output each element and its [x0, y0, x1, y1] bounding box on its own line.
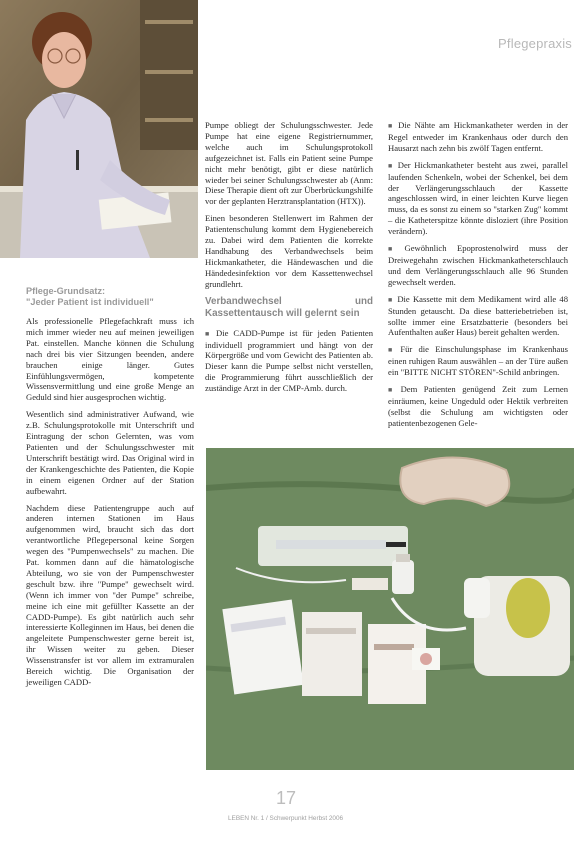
- bullet-text: Die CADD-Pumpe ist für jeden Patienten individuell programmiert und hängt von der Körpergröße und vom Gewicht des Patienten ab. Dieser kann die Pumpe selbst nicht verstellen, die Programmierung führt ausschließlich der zuständige Arzt in der CMP-Amb. durch.: [205, 327, 373, 394]
- bullet-text: Die Nähte am Hickmankatheter werden in der Regel entweder im Krankenhaus oder durch den Hausarzt nach zehn bis zwölf Tagen entfernt.: [388, 120, 568, 153]
- bullet-item: [388, 294, 568, 339]
- infusion-supplies-photo: [206, 448, 574, 770]
- square-bullet-icon: ■: [388, 245, 401, 254]
- middle-column: [205, 120, 373, 400]
- heading-line-1: Pflege-Grundsatz:: [26, 286, 106, 296]
- portrait-illustration: [0, 0, 198, 258]
- bullet-item: [388, 120, 568, 154]
- square-bullet-icon: ■: [388, 122, 395, 130]
- publication-footer: LEBEN Nr. 1 / Schwerpunkt Herbst 2006: [228, 815, 344, 822]
- middle-heading: Verbandwechsel und Kassettentausch will gelernt sein: [205, 295, 373, 319]
- bullet-item: [388, 243, 568, 288]
- paragraph: Pumpe obliegt der Schulungsschwester. Jede Pumpe hat eine eigene Registriernummer, welche auch im Schulungsprotokoll aufgezeichnet ist. Falls ein Patient seine Pumpe nicht mehr benötigt, gibt er diese natürlich wieder bei seiner Schulungsschwester ab (Anm: Diese Therapie dient oft zur Überbrückungshilfe vor der geplanten Herztransplantation (HTX)).: [205, 120, 373, 207]
- paragraph: Wesentlich sind administrativer Aufwand, wie z.B. Schulungsprotokolle mit Unterschrift und Eintragung der schon Gelernten, was vom Patienten und der Schulungsschwester mit Unterschrift bestätigt wird. Das Original wird in der Krankengeschichte des Patienten, die Kopie in einem eigenen Ordner auf der Station aufbewahrt.: [26, 409, 194, 496]
- left-heading: [26, 286, 194, 308]
- square-bullet-icon: ■: [388, 386, 397, 395]
- bullet-text: Dem Patienten genügend Zeit zum Lernen einräumen, keine Ungeduld oder Hektik verbreiten (selbst die Schulung am wichtigsten oder patientenbezogenen Gele-: [388, 384, 568, 428]
- page-number: 17: [276, 788, 297, 808]
- square-bullet-icon: ■: [205, 329, 213, 338]
- bullet-item: [388, 344, 568, 378]
- square-bullet-icon: ■: [388, 295, 394, 304]
- left-column: [26, 286, 194, 694]
- bullet-text: Die Kassette mit dem Medikament wird alle 48 Stunden getauscht. Da diese batteriebetrieben ist, sollte immer eine Ersatzbatterie (besonders bei Aufenthalten außer Haus) bereit gehalten werden.: [388, 293, 568, 338]
- supplies-illustration: [206, 448, 574, 770]
- square-bullet-icon: ■: [388, 346, 397, 355]
- paragraph: Einen besonderen Stellenwert im Rahmen der Patientenschulung kommt dem Hygienebereich zu. Dabei wird dem Patienten die korrekte Handhabung des Verbandwechsels beim Hickmankatheter, die Händewaschen und die Händedesinfektion vor dem Kassettenwechsel grundlehrt.: [205, 213, 373, 289]
- heading-line-2: "Jeder Patient ist individuell": [26, 297, 154, 307]
- square-bullet-icon: ■: [388, 161, 394, 170]
- right-column: [388, 120, 568, 435]
- bullet-text: Der Hickmankatheter besteht aus zwei, parallel laufenden Schenkeln, wobei der Schenkel, bei dem der Verlängerungsschlauch der Kassette angeschlossen wird, in einer leichten Kurve liegen muss, da es sonst zu einem so "starken Zug" kommt – die Katheterspitze könnte disloziert (ihre Position verändern).: [388, 159, 568, 237]
- section-label: Pflegepraxis: [498, 36, 572, 51]
- bullet-text: Gewöhnlich Epoprostenolwird muss der Dreiwegehahn zwischen Hickmankatheterschlauch und dem Verlängerungsschlauch alle 96 Stunden gewechselt werden.: [388, 243, 569, 287]
- nurse-portrait-photo: [0, 0, 198, 258]
- bullet-item: [205, 328, 373, 394]
- paragraph: Als professionelle Pflegefachkraft muss ich mich immer wieder neu auf meinen jeweiligen Pat. einstellen. Manche können die Schulung nach drei bis vier Sitzungen beenden, andere brauchen einige länger. Gutes Einfühlungsvermögen, kompetente Wissensvermittlung und eine große Menge an Geduld sind hier ausgesprochen wichtig.: [26, 316, 194, 403]
- bullet-item: [388, 384, 568, 429]
- bullet-text: Für die Einschulungsphase im Krankenhaus einen ruhigen Raum auswählen – an der Türe außen ein "BITTE NICHT STÖREN"-Schild anbringen.: [388, 344, 568, 378]
- bullet-item: [388, 160, 568, 237]
- paragraph: Nachdem diese Patientengruppe auch auf anderen internen Stationen im Haus aufgenommen wird, braucht sich das dort verantwortliche Pflegepersonal keine Sorgen wegen des "Pumpenwechsels" zu machen. Die Pat. kommen dann auf die hämatologische Abteilung, wo sie von der Pumpenschwester geschult bzw. ihre "Pumpe" gewechselt wird. (Wenn ich immer von "der Pumpe" schreibe, meine ich eine mit gefüllter Kassette an der CADD-Pumpe). Es gibt natürlich auch sehr interessierte Kolleginnen im Haus, bei denen die angeleitete Pumpenschwester gerne bereit ist, ihr Wissen weiter zu geben. Dieser Wissenstransfer ist vor allem im extramuralen Bereich wichtig. Die Organisation der jeweiligen CADD-: [26, 502, 194, 687]
